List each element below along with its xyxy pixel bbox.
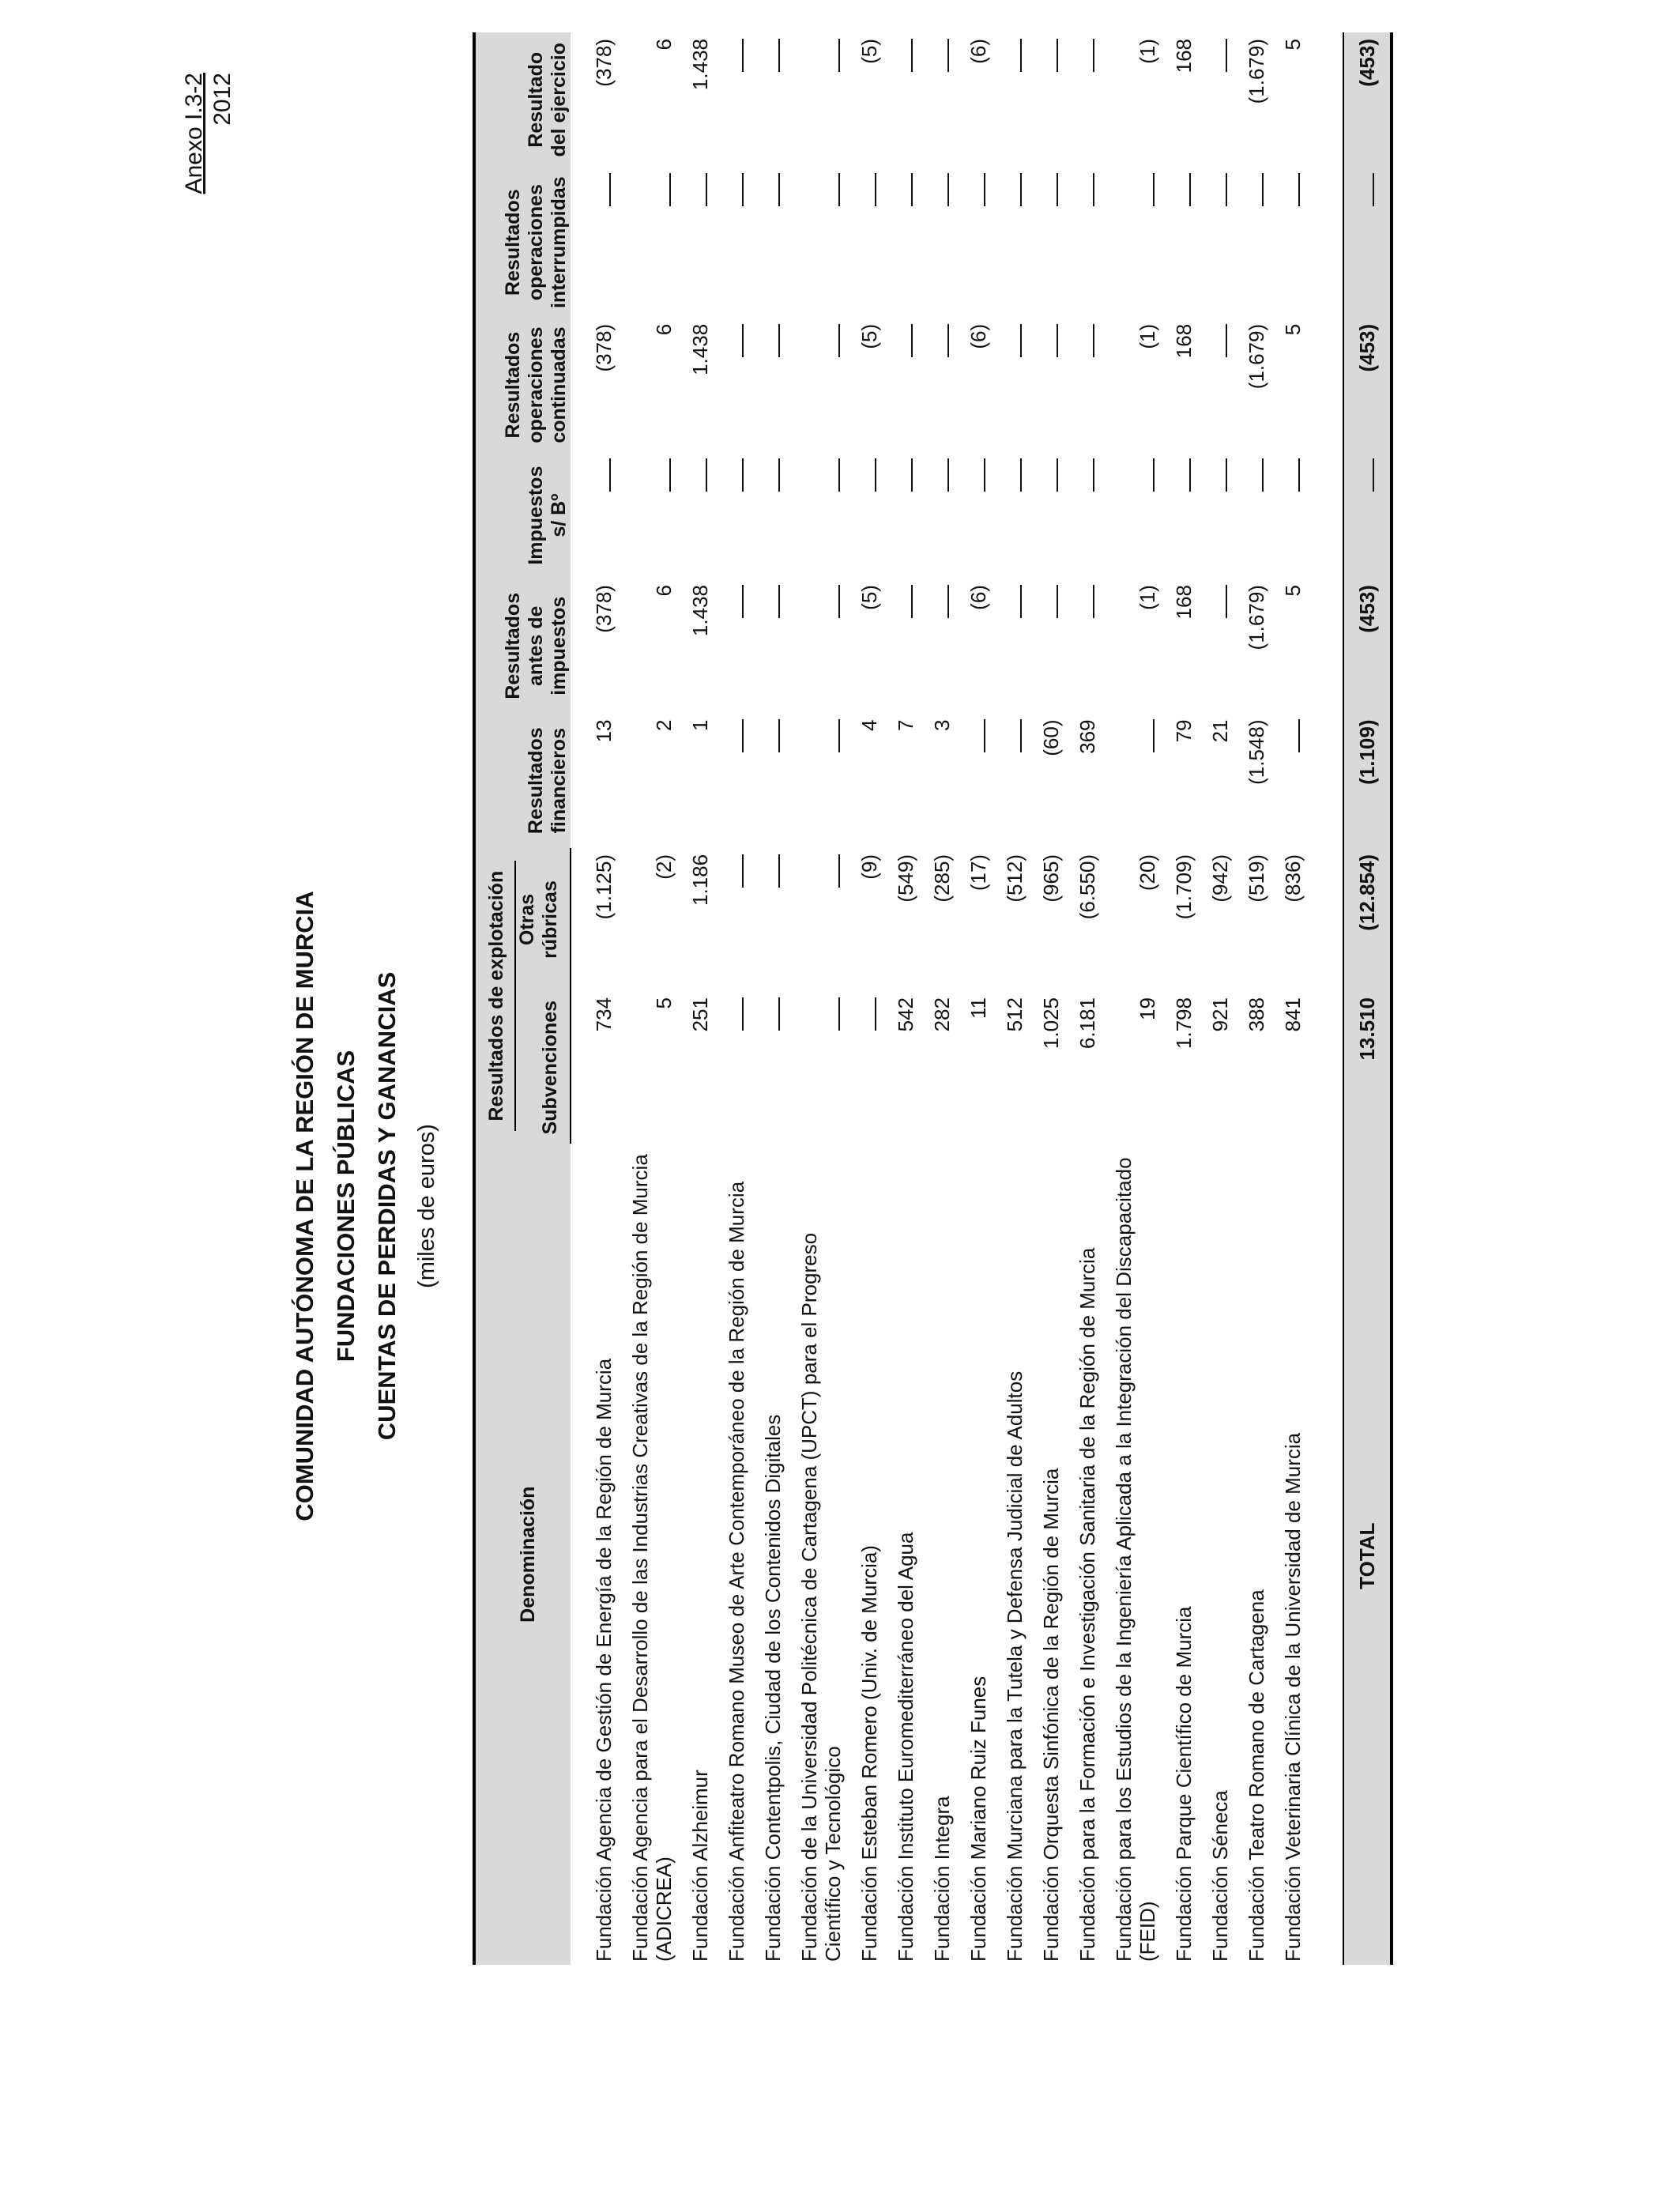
table-row xyxy=(571,32,627,1965)
dash-mark xyxy=(1003,458,1022,492)
cell-continuadas: 5 xyxy=(1281,323,1305,336)
table-row xyxy=(929,32,965,1965)
cell-ejercicio xyxy=(1207,32,1243,167)
cell-otras-rubricas: (9) xyxy=(857,854,881,880)
dash-mark xyxy=(1075,173,1094,206)
dash-mark xyxy=(1208,173,1227,206)
dash-mark xyxy=(1208,324,1227,357)
cell-impuestos xyxy=(1074,452,1110,579)
dash-mark xyxy=(821,39,840,72)
cell-ejercicio xyxy=(1074,32,1110,167)
table-row xyxy=(1001,32,1038,1965)
dash-mark xyxy=(688,458,707,492)
dash-mark xyxy=(821,173,840,206)
dash-mark xyxy=(761,173,780,206)
cell-continuadas xyxy=(1001,318,1038,452)
cell-otras-rubricas xyxy=(759,848,796,991)
cell-interrumpidas xyxy=(1243,167,1279,317)
dash-mark xyxy=(1208,39,1227,72)
dash-mark xyxy=(930,173,949,206)
cell-otras-rubricas: (836) xyxy=(1281,854,1305,903)
dash-mark xyxy=(761,585,780,618)
cell-continuadas: 1.438 xyxy=(688,323,712,375)
cell-subvenciones: 1.025 xyxy=(1039,997,1063,1050)
cell-ejercicio: 5 xyxy=(1281,39,1305,51)
table-row xyxy=(1074,32,1110,1965)
cell-antes-impuestos xyxy=(759,579,796,713)
dash-mark xyxy=(930,585,949,618)
cell-financieros: 4 xyxy=(857,719,881,731)
title-line-2: FUNDACIONES PÚBLICAS xyxy=(332,1050,360,1363)
dash-mark xyxy=(894,324,913,357)
dash-mark xyxy=(1281,173,1300,206)
cell-antes-impuestos xyxy=(723,579,759,713)
table-row xyxy=(892,32,929,1965)
cell-interrumpidas xyxy=(759,167,796,317)
dash-mark xyxy=(894,173,913,206)
dash-mark xyxy=(1136,719,1155,752)
header-financieros: Resultados financieros xyxy=(474,713,571,847)
table-row xyxy=(1279,32,1316,1965)
cell-continuadas xyxy=(723,318,759,452)
dash-mark xyxy=(894,39,913,72)
row-name: Fundación Mariano Ruiz Funes xyxy=(966,1676,990,1962)
cell-antes-impuestos: (6) xyxy=(966,585,990,610)
cell-interrumpidas xyxy=(723,167,759,317)
dash-mark xyxy=(1003,39,1022,72)
header-antes-impuestos: Resultados antes de impuestos xyxy=(474,579,571,713)
cell-otras-rubricas xyxy=(723,848,759,991)
units-subtitle: (miles de euros) xyxy=(414,1124,439,1288)
cell-interrumpidas xyxy=(1001,167,1038,317)
dash-mark xyxy=(1039,173,1058,206)
cell-otras-rubricas: (512) xyxy=(1003,854,1026,903)
dash-mark xyxy=(1039,324,1058,357)
cell-ejercicio xyxy=(892,32,929,167)
dash-mark xyxy=(1281,458,1300,492)
dash-mark xyxy=(725,854,744,888)
cell-subvenciones xyxy=(856,991,892,1144)
cell-interrumpidas xyxy=(687,167,723,317)
cell-interrumpidas xyxy=(571,167,627,317)
cell-subvenciones: 1.798 xyxy=(1172,997,1196,1050)
cell-interrumpidas xyxy=(1110,167,1170,317)
cell-interrumpidas xyxy=(1038,167,1074,317)
dash-mark xyxy=(894,458,913,492)
cell-subvenciones xyxy=(796,991,856,1144)
table-row xyxy=(1243,32,1279,1965)
cell-continuadas: (1.679) xyxy=(1245,323,1268,390)
dash-mark xyxy=(725,719,744,752)
cell-impuestos xyxy=(892,452,929,579)
cell-otras-rubricas: (519) xyxy=(1245,854,1268,903)
cell-interrumpidas xyxy=(856,167,892,317)
cell-ejercicio xyxy=(723,32,759,167)
table-row xyxy=(1170,32,1207,1965)
cell-subvenciones: 388 xyxy=(1245,997,1268,1032)
cell-financieros: 79 xyxy=(1172,719,1196,743)
cell-subvenciones xyxy=(723,991,759,1144)
table-row xyxy=(796,32,856,1965)
cell-otras-rubricas: (1.709) xyxy=(1172,854,1196,920)
dash-mark xyxy=(821,458,840,492)
cell-impuestos xyxy=(1170,452,1207,579)
row-name: Fundación Agencia para el Desarrollo de las Industrias Creativas de la Región de Murcia (ADICREA) xyxy=(628,1154,676,1962)
dash-mark xyxy=(966,719,985,752)
row-name: Fundación para los Estudios de la Ingeniería Aplicada a la Integración del Discapacitado (FEID) xyxy=(1112,1157,1159,1962)
cell-antes-impuestos xyxy=(929,579,965,713)
cell-financieros: (1.548) xyxy=(1245,719,1268,785)
row-name: Fundación Veterinaria Clínica de la Universidad de Murcia xyxy=(1281,1432,1305,1962)
cell-ejercicio: (6) xyxy=(966,39,990,64)
total-row xyxy=(1343,32,1392,1965)
cell-antes-impuestos xyxy=(1038,579,1074,713)
cell-interrumpidas xyxy=(796,167,856,317)
cell-antes-impuestos: 5 xyxy=(1281,585,1305,597)
cell-interrumpidas xyxy=(965,167,1001,317)
dash-mark xyxy=(1172,458,1191,492)
dash-mark xyxy=(725,39,744,72)
cell-financieros xyxy=(1001,713,1038,847)
table-row xyxy=(1110,32,1170,1965)
cell-interrumpidas xyxy=(929,167,965,317)
cell-interrumpidas xyxy=(1170,167,1207,317)
cell-interrumpidas xyxy=(1279,167,1316,317)
cell-subvenciones xyxy=(759,991,796,1144)
cell-financieros: 2 xyxy=(652,719,676,731)
cell-continuadas: 6 xyxy=(652,323,676,336)
cell-ejercicio xyxy=(929,32,965,167)
dash-mark xyxy=(1075,39,1094,72)
header-interrumpidas: Resultados operaciones interrumpidas xyxy=(474,167,571,317)
cell-interrumpidas xyxy=(1343,167,1392,317)
dash-mark xyxy=(1039,39,1058,72)
cell-continuadas xyxy=(1207,318,1243,452)
cell-ejercicio: (1) xyxy=(1136,39,1159,64)
cell-otras-rubricas: (6.550) xyxy=(1075,854,1099,920)
dash-mark xyxy=(821,324,840,357)
dash-mark xyxy=(1245,458,1264,492)
cell-impuestos xyxy=(965,452,1001,579)
dash-mark xyxy=(725,173,744,206)
cell-subvenciones: 251 xyxy=(688,997,712,1032)
row-name: Fundación Alzheimur xyxy=(688,1770,712,1962)
dash-mark xyxy=(857,458,876,492)
dash-mark xyxy=(1003,585,1022,618)
dash-mark xyxy=(857,997,876,1031)
spacer-cell xyxy=(1316,32,1343,1965)
dash-mark xyxy=(725,997,744,1031)
cell-financieros: 21 xyxy=(1208,719,1232,743)
cell-continuadas xyxy=(1038,318,1074,452)
header-continuadas: Resultados operaciones continuadas xyxy=(474,318,571,452)
cell-interrumpidas xyxy=(892,167,929,317)
row-name: Fundación Contentpolis, Ciudad de los Contenidos Digitales xyxy=(761,1414,785,1962)
cell-antes-impuestos: (1) xyxy=(1136,585,1159,610)
cell-ejercicio xyxy=(1038,32,1074,167)
dash-mark xyxy=(592,173,611,206)
cell-impuestos xyxy=(1001,452,1038,579)
dash-mark xyxy=(1245,173,1264,206)
cell-impuestos xyxy=(571,452,627,579)
dash-mark xyxy=(1039,585,1058,618)
cell-otras-rubricas: 1.186 xyxy=(688,854,712,906)
cell-subvenciones: 542 xyxy=(894,997,917,1032)
cell-otras-rubricas: (285) xyxy=(930,854,954,903)
cell-financieros xyxy=(796,713,856,847)
cell-financieros xyxy=(1279,713,1316,847)
dash-mark xyxy=(1208,585,1227,618)
cell-interrumpidas xyxy=(627,167,687,317)
cell-otras-rubricas: (549) xyxy=(894,854,917,903)
cell-impuestos xyxy=(1110,452,1170,579)
cell-subvenciones: 11 xyxy=(966,997,990,1020)
dash-mark xyxy=(821,719,840,752)
header-explotacion-label: Resultados de explotación xyxy=(485,861,516,1131)
dash-mark xyxy=(1003,173,1022,206)
dash-mark xyxy=(857,173,876,206)
cell-impuestos xyxy=(1243,452,1279,579)
cell-impuestos xyxy=(1343,452,1392,579)
cell-subvenciones: 282 xyxy=(930,997,954,1032)
cell-impuestos xyxy=(796,452,856,579)
dash-mark xyxy=(894,585,913,618)
cell-antes-impuestos xyxy=(1074,579,1110,713)
dash-mark xyxy=(761,997,780,1031)
dash-mark xyxy=(725,585,744,618)
cell-financieros xyxy=(759,713,796,847)
dash-mark xyxy=(930,39,949,72)
cell-ejercicio: (5) xyxy=(857,39,881,64)
cell-continuadas: (453) xyxy=(1343,318,1392,452)
cell-interrumpidas xyxy=(1207,167,1243,317)
total-label: TOTAL xyxy=(1343,1144,1392,1965)
row-name: Fundación para la Formación e Investigación Sanitaria de la Región de Murcia xyxy=(1075,1247,1099,1962)
cell-ejercicio xyxy=(796,32,856,167)
cell-impuestos xyxy=(627,452,687,579)
table-row xyxy=(856,32,892,1965)
cell-otras-rubricas: (12.854) xyxy=(1343,848,1392,991)
dash-mark xyxy=(1355,173,1374,206)
header-impuestos: Impuestos s/ Bº xyxy=(474,452,571,579)
dash-mark xyxy=(1355,458,1374,492)
dash-mark xyxy=(1075,324,1094,357)
dash-mark xyxy=(761,324,780,357)
dash-mark xyxy=(688,173,707,206)
cell-continuadas xyxy=(892,318,929,452)
dash-mark xyxy=(930,324,949,357)
row-name: Fundación Anfiteatro Romano Museo de Arte Contemporáneo de la Región de Murcia xyxy=(725,1181,748,1962)
row-name: Fundación Agencia de Gestión de Energía de la Región de Murcia xyxy=(592,1358,616,1962)
cell-antes-impuestos: (378) xyxy=(592,585,616,633)
cell-financieros: 1 xyxy=(688,719,712,731)
cell-ejercicio: (1.679) xyxy=(1245,39,1268,104)
cell-continuadas xyxy=(1074,318,1110,452)
header-ejercicio: Resultado del ejercicio xyxy=(474,32,571,167)
cell-otras-rubricas: (965) xyxy=(1039,854,1063,903)
dash-mark xyxy=(652,173,671,206)
cell-ejercicio: (378) xyxy=(592,39,616,87)
dash-mark xyxy=(1208,458,1227,492)
cell-interrumpidas xyxy=(1074,167,1110,317)
cell-otras-rubricas: (20) xyxy=(1136,854,1159,892)
title-line-1: COMUNIDAD AUTÓNOMA DE LA REGIÓN DE MURCIA xyxy=(291,891,318,1521)
row-name: Fundación Integra xyxy=(930,1796,954,1962)
cell-continuadas: (5) xyxy=(857,323,881,349)
cell-otras-rubricas: (17) xyxy=(966,854,990,892)
cell-continuadas xyxy=(929,318,965,452)
annex-year: 2012 xyxy=(209,73,235,126)
cell-antes-impuestos: (5) xyxy=(857,585,881,610)
cell-ejercicio xyxy=(759,32,796,167)
cell-antes-impuestos: 1.438 xyxy=(688,585,712,637)
cell-subvenciones: 512 xyxy=(1003,997,1026,1032)
cell-antes-impuestos: 6 xyxy=(652,585,676,597)
cell-financieros: 13 xyxy=(592,719,616,743)
cell-continuadas: (378) xyxy=(592,323,616,372)
cell-otras-rubricas: (942) xyxy=(1208,854,1232,903)
cell-impuestos xyxy=(723,452,759,579)
row-name: Fundación Murciana para la Tutela y Defensa Judicial de Adultos xyxy=(1003,1370,1026,1962)
cell-impuestos xyxy=(856,452,892,579)
table-header xyxy=(474,32,571,1965)
dash-mark xyxy=(1172,173,1191,206)
table-row xyxy=(965,32,1001,1965)
dash-mark xyxy=(1039,458,1058,492)
cell-antes-impuestos xyxy=(1207,579,1243,713)
cell-subvenciones: 6.181 xyxy=(1075,997,1099,1050)
dash-mark xyxy=(1136,458,1155,492)
cell-ejercicio xyxy=(1001,32,1038,167)
dash-mark xyxy=(761,39,780,72)
dash-mark xyxy=(761,719,780,752)
cell-ejercicio: 6 xyxy=(652,39,676,51)
dash-mark xyxy=(1136,173,1155,206)
cell-antes-impuestos: 168 xyxy=(1172,585,1196,620)
cell-continuadas: (1) xyxy=(1136,323,1159,349)
cell-impuestos xyxy=(929,452,965,579)
row-name: Fundación Séneca xyxy=(1208,1790,1232,1962)
cell-ejercicio: (453) xyxy=(1343,32,1392,167)
row-name: Fundación de la Universidad Politécnica de Cartagena (UPCT) para el Progreso Científico y Tecnológico xyxy=(797,1232,845,1962)
cell-continuadas: (6) xyxy=(966,323,990,349)
cell-financieros: 3 xyxy=(930,719,954,731)
dash-mark xyxy=(966,458,985,492)
dash-mark xyxy=(1075,458,1094,492)
cell-subvenciones: 734 xyxy=(592,997,616,1032)
annex-label xyxy=(180,73,237,199)
dash-mark xyxy=(652,458,671,492)
table-row xyxy=(723,32,759,1965)
header-explotacion-group xyxy=(474,848,516,1144)
cell-impuestos xyxy=(1207,452,1243,579)
dash-mark xyxy=(821,585,840,618)
cell-ejercicio: 1.438 xyxy=(688,39,712,91)
cell-financieros: 369 xyxy=(1075,719,1099,754)
cell-financieros xyxy=(723,713,759,847)
cell-otras-rubricas: (1.125) xyxy=(592,854,616,920)
dash-mark xyxy=(761,458,780,492)
table-row xyxy=(1038,32,1074,1965)
cell-impuestos xyxy=(687,452,723,579)
cell-subvenciones: 19 xyxy=(1136,997,1159,1020)
cell-impuestos xyxy=(1279,452,1316,579)
header-otras-rubricas: Otras rúbricas xyxy=(516,848,571,991)
cell-continuadas xyxy=(759,318,796,452)
dash-mark xyxy=(592,458,611,492)
header-denominacion: Denominación xyxy=(474,1144,571,1965)
row-name: Fundación Orquesta Sinfónica de la Región de Murcia xyxy=(1039,1468,1063,1962)
table-row xyxy=(1207,32,1243,1965)
cell-continuadas: 168 xyxy=(1172,323,1196,359)
dash-mark xyxy=(930,458,949,492)
cell-antes-impuestos xyxy=(1001,579,1038,713)
cell-financieros: 7 xyxy=(894,719,917,731)
row-name: Fundación Teatro Romano de Cartagena xyxy=(1245,1589,1268,1962)
row-name: Fundación Parque Científico de Murcia xyxy=(1172,1606,1196,1962)
header-subvenciones: Subvenciones xyxy=(516,991,571,1144)
annex-number: Anexo I.3-2 xyxy=(181,73,207,194)
cell-continuadas xyxy=(796,318,856,452)
spacer-row xyxy=(1316,32,1343,1965)
dash-mark xyxy=(1003,324,1022,357)
table-row xyxy=(627,32,687,1965)
row-name: Fundación Esteban Romero (Univ. de Murcia) xyxy=(857,1545,881,1962)
cell-financieros: (60) xyxy=(1039,719,1063,756)
dash-mark xyxy=(966,173,985,206)
cell-antes-impuestos: (453) xyxy=(1343,579,1392,713)
cell-impuestos xyxy=(759,452,796,579)
dash-mark xyxy=(1281,719,1300,752)
dash-mark xyxy=(821,854,840,888)
dash-mark xyxy=(725,458,744,492)
dash-mark xyxy=(1075,585,1094,618)
table-row xyxy=(759,32,796,1965)
row-name: Fundación Instituto Euromediterráneo del Agua xyxy=(894,1532,917,1962)
cell-antes-impuestos: (1.679) xyxy=(1245,585,1268,650)
cell-subvenciones: 13.510 xyxy=(1343,991,1392,1144)
results-table xyxy=(473,32,1393,1965)
table-row xyxy=(687,32,723,1965)
cell-antes-impuestos xyxy=(892,579,929,713)
cell-subvenciones: 5 xyxy=(652,997,676,1009)
cell-subvenciones: 921 xyxy=(1208,997,1232,1032)
cell-financieros: (1.109) xyxy=(1343,713,1392,847)
dash-mark xyxy=(821,997,840,1031)
dash-mark xyxy=(725,324,744,357)
cell-subvenciones: 841 xyxy=(1281,997,1305,1032)
cell-otras-rubricas: (2) xyxy=(652,854,676,880)
cell-impuestos xyxy=(1038,452,1074,579)
cell-financieros xyxy=(1110,713,1170,847)
dash-mark xyxy=(761,854,780,888)
cell-financieros xyxy=(965,713,1001,847)
cell-antes-impuestos xyxy=(796,579,856,713)
table-body xyxy=(571,32,1392,1965)
title-line-3: CUENTAS DE PERDIDAS Y GANANCIAS xyxy=(373,971,401,1441)
cell-ejercicio: 168 xyxy=(1172,39,1196,74)
cell-otras-rubricas xyxy=(796,848,856,991)
dash-mark xyxy=(1003,719,1022,752)
